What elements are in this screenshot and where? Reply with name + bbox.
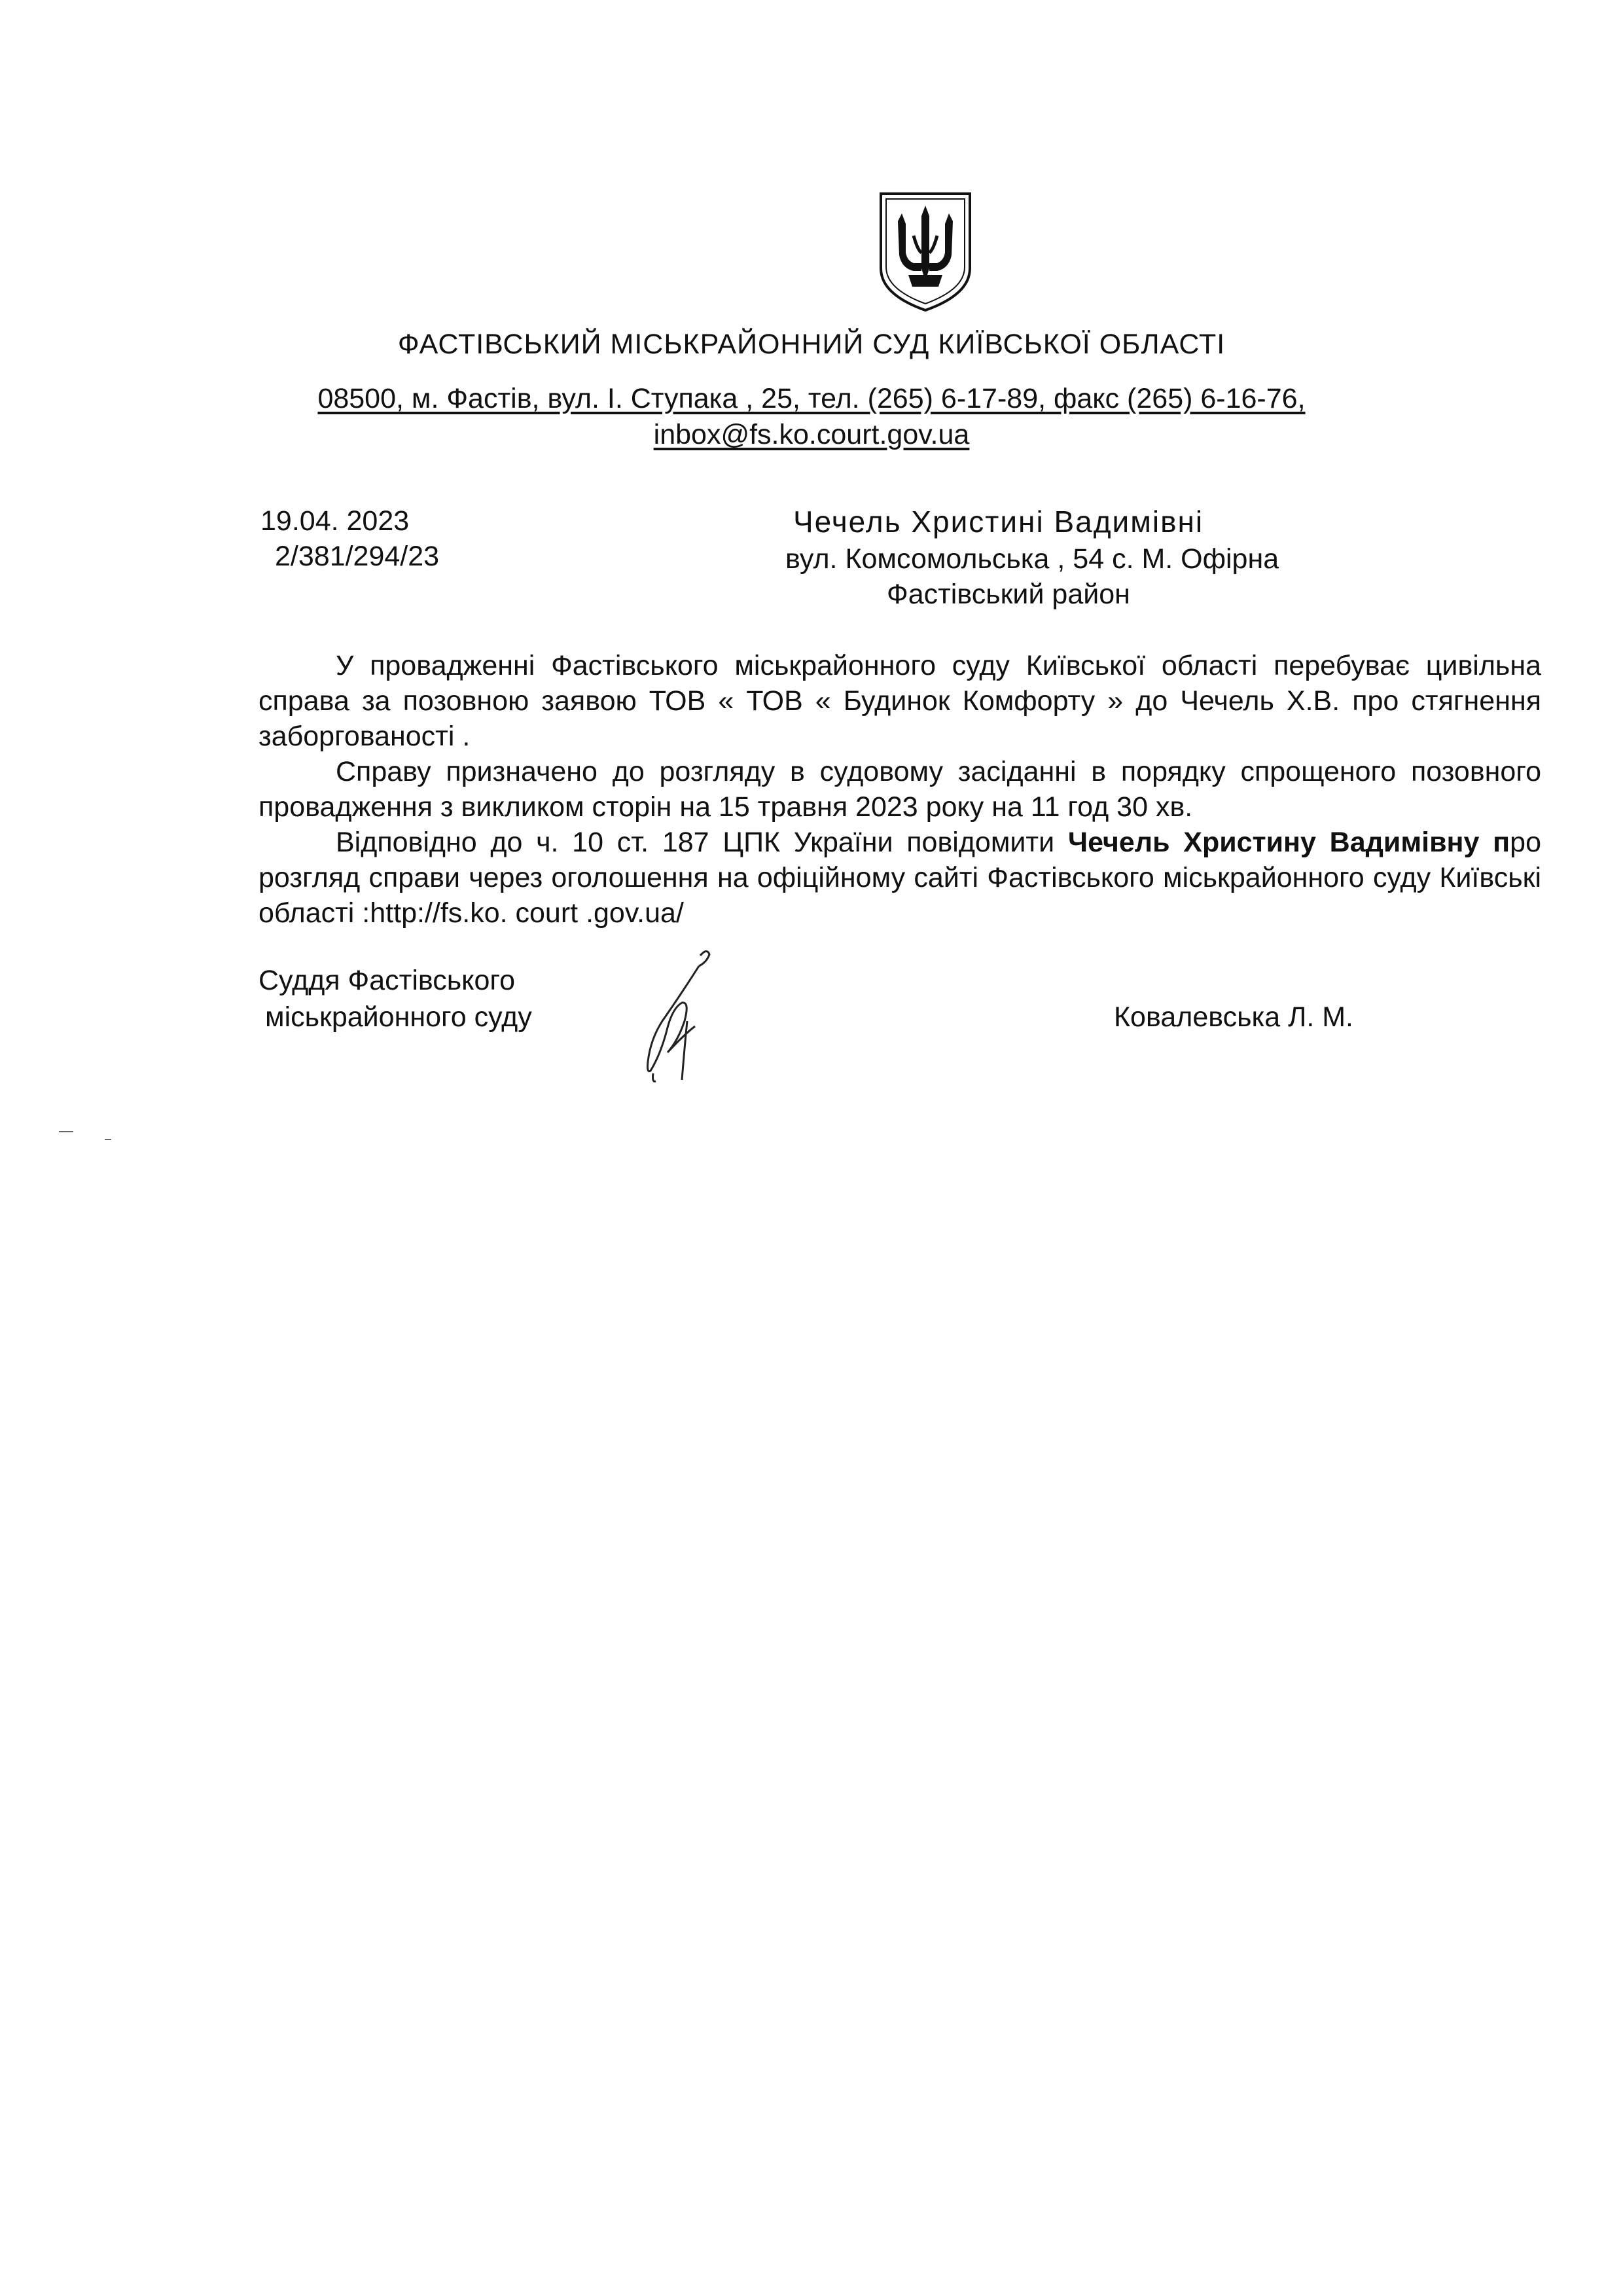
body-paragraph-3-end: ро розгляд справи через оголошення на офіційному сайті Фастівського міськрайонного суду Київські області :http://fs.ko. court .gov.ua/	[259, 827, 1541, 929]
recipient-street: вул. Комсомольська , 54 с. М. Офірна	[785, 543, 1279, 575]
coat-of-arms-icon	[876, 190, 975, 314]
body-paragraph-3	[259, 825, 1541, 931]
court-email: inbox@fs.ko.court.gov.ua	[653, 419, 970, 450]
recipient-district: Фастівський район	[887, 579, 1130, 610]
signatory-title-line-2: міськрайонного суду	[265, 1001, 532, 1033]
notified-party-name: Чечель Христину Вадимівну	[1067, 827, 1480, 858]
recipient-name: Чечель Христині Вадимівні	[793, 505, 1204, 539]
bold-letter: п	[1493, 827, 1510, 858]
handwritten-signature-icon	[622, 942, 740, 1086]
scan-speck	[105, 1139, 111, 1140]
court-name: ФАСТІВСЬКИЙ МІСЬКРАЙОННИЙ СУД КИЇВСЬКОЇ ОБЛАСТІ	[397, 329, 1226, 360]
body-paragraph-3-start: Відповідно до ч. 10 ст. 187 ЦПК України повідомити	[336, 827, 1068, 858]
body-paragraph-1: У провадженні Фастівського міськрайонного суду Київської області перебуває цивільна справа за позовною заявою ТОВ « ТОВ « Будинок Комфорту » до Чечель Х.В. про стягнення заборгованості .	[259, 650, 1541, 752]
judge-name: Ковалевська Л. М.	[1114, 1001, 1354, 1033]
court-address: 08500, м. Фастів, вул. І. Ступака , 25, тел. (265) 6-17-89, факс (265) 6-16-76,	[317, 383, 1306, 414]
case-number: 2/381/294/23	[275, 541, 440, 572]
scan-speck	[59, 1131, 73, 1132]
body-paragraph-2: Справу призначено до розгляду в судовому засіданні в порядку спрощеного позовного провадження з викликом сторін на 15 травня 2023 року на 11 год 30 хв.	[259, 756, 1541, 823]
letter-date: 19.04. 2023	[260, 505, 410, 537]
signatory-title-line-1: Суддя Фастівського	[259, 965, 516, 996]
